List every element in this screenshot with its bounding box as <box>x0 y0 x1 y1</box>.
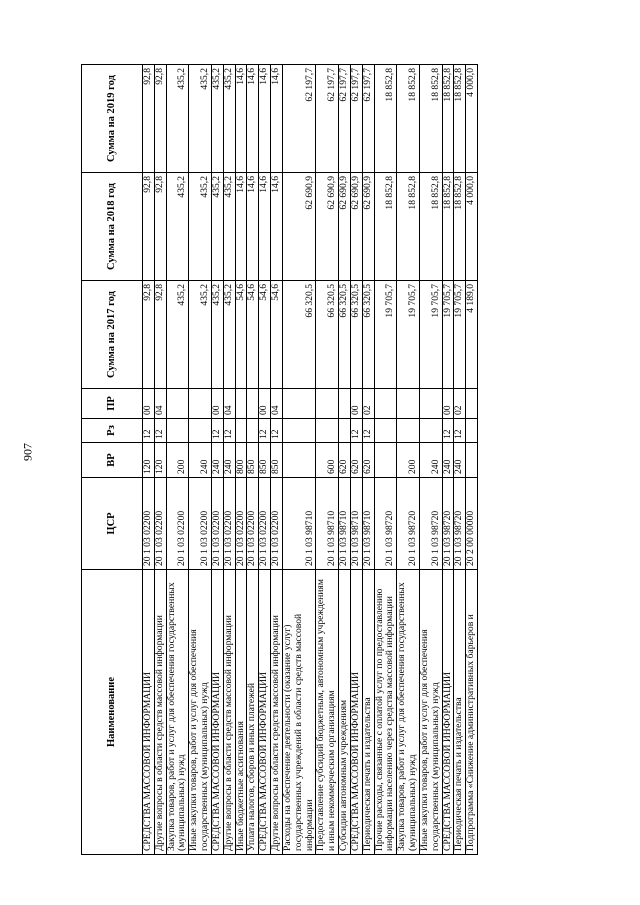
cell-sum-2017: 92,8 <box>154 281 166 389</box>
cell-csr: 20 1 03 98710 <box>339 478 351 570</box>
cell-sum-2019: 14,6 <box>271 65 283 173</box>
cell-rz: 12 <box>143 419 155 443</box>
cell-sum-2017: 66 320,5 <box>316 281 339 389</box>
cell-sum-2017: 435,2 <box>189 281 212 389</box>
cell-csr: 20 1 03 98720 <box>419 478 442 570</box>
table-row <box>223 65 235 855</box>
table-row <box>211 65 223 855</box>
cell-vr <box>282 443 315 478</box>
cell-pr: 00 <box>350 389 362 419</box>
cell-csr: 20 1 03 98710 <box>316 478 339 570</box>
cell-sum-2018: 62 690,9 <box>350 173 362 281</box>
cell-sum-2019: 62 197,7 <box>339 65 351 173</box>
cell-sum-2019: 18 852,8 <box>419 65 442 173</box>
cell-sum-2018: 62 690,9 <box>362 173 374 281</box>
cell-rz: 12 <box>454 419 466 443</box>
cell-name: СРЕДСТВА МАССОВОЙ ИНФОРМАЦИИ <box>442 570 454 855</box>
table-row <box>350 65 362 855</box>
cell-rz <box>166 419 189 443</box>
cell-sum-2017: 435,2 <box>211 281 223 389</box>
table-row <box>316 65 339 855</box>
header-vr: ВР <box>82 443 143 478</box>
cell-pr <box>235 389 247 419</box>
cell-sum-2018: 18 852,8 <box>374 173 397 281</box>
cell-sum-2018: 62 690,9 <box>339 173 351 281</box>
cell-rz: 12 <box>362 419 374 443</box>
cell-sum-2017: 66 320,5 <box>339 281 351 389</box>
cell-csr: 20 1 03 02200 <box>247 478 259 570</box>
cell-name: Предоставление субсидий бюджетным, автономным учреждениям и иным некоммерческим организациям <box>316 570 339 855</box>
cell-name: Другие вопросы в области средств массовой информации <box>223 570 235 855</box>
cell-pr <box>419 389 442 419</box>
cell-sum-2017: 4 189,0 <box>466 281 478 389</box>
cell-sum-2019: 14,6 <box>247 65 259 173</box>
cell-csr: 20 2 00 00000 <box>466 478 478 570</box>
cell-sum-2017: 92,8 <box>143 281 155 389</box>
cell-sum-2019: 18 852,8 <box>454 65 466 173</box>
table-row <box>362 65 374 855</box>
header-sum-2017: Сумма на 2017 год <box>82 281 143 389</box>
header-csr: ЦСР <box>82 478 143 570</box>
table-row <box>466 65 478 855</box>
cell-csr: 20 1 03 02200 <box>223 478 235 570</box>
cell-sum-2019: 14,6 <box>259 65 271 173</box>
cell-sum-2017: 19 705,7 <box>374 281 397 389</box>
table-row <box>259 65 271 855</box>
cell-sum-2019: 435,2 <box>166 65 189 173</box>
cell-sum-2018: 4 000,0 <box>466 173 478 281</box>
table-row <box>235 65 247 855</box>
cell-csr: 20 1 03 98720 <box>442 478 454 570</box>
cell-pr <box>166 389 189 419</box>
cell-sum-2017: 19 705,7 <box>419 281 442 389</box>
cell-vr: 120 <box>143 443 155 478</box>
cell-csr: 20 1 03 02200 <box>259 478 271 570</box>
cell-sum-2019: 435,2 <box>189 65 212 173</box>
cell-sum-2019: 62 197,7 <box>350 65 362 173</box>
cell-sum-2018: 435,2 <box>189 173 212 281</box>
cell-sum-2017: 54,6 <box>235 281 247 389</box>
cell-name: Закупка товаров, работ и услуг для обеспечения государственных (муниципальных) нужд <box>397 570 420 855</box>
table-row <box>189 65 212 855</box>
cell-sum-2018: 14,6 <box>271 173 283 281</box>
header-sum-2019: Сумма на 2019 год <box>82 65 143 173</box>
cell-rz: 12 <box>211 419 223 443</box>
header-rz: Рз <box>82 419 143 443</box>
cell-sum-2018: 92,8 <box>143 173 155 281</box>
cell-sum-2019: 18 852,8 <box>442 65 454 173</box>
cell-name: Иные закупки товаров, работ и услуг для обеспечения государственных (муниципальных) нужд <box>419 570 442 855</box>
cell-sum-2019: 18 852,8 <box>374 65 397 173</box>
cell-sum-2019: 14,6 <box>235 65 247 173</box>
cell-vr: 120 <box>154 443 166 478</box>
cell-rz <box>235 419 247 443</box>
cell-vr <box>374 443 397 478</box>
cell-sum-2019: 4 000,0 <box>466 65 478 173</box>
cell-rz <box>374 419 397 443</box>
cell-name: Расходы на обеспечение деятельности (оказание услуг) государственных учреждений в области средств массовой информации <box>282 570 315 855</box>
cell-vr: 200 <box>166 443 189 478</box>
cell-rz: 12 <box>154 419 166 443</box>
cell-rz <box>466 419 478 443</box>
table-row <box>154 65 166 855</box>
cell-name: СРЕДСТВА МАССОВОЙ ИНФОРМАЦИИ <box>211 570 223 855</box>
table-row <box>442 65 454 855</box>
cell-rz: 12 <box>350 419 362 443</box>
page-number: 907 <box>20 443 35 461</box>
cell-rz: 12 <box>442 419 454 443</box>
table-row <box>339 65 351 855</box>
table-row <box>143 65 155 855</box>
cell-csr: 20 1 03 02200 <box>154 478 166 570</box>
cell-vr: 240 <box>223 443 235 478</box>
cell-vr: 240 <box>189 443 212 478</box>
cell-rz <box>189 419 212 443</box>
cell-pr <box>374 389 397 419</box>
cell-sum-2019: 435,2 <box>211 65 223 173</box>
header-pr: ПР <box>82 389 143 419</box>
cell-vr: 240 <box>211 443 223 478</box>
cell-pr: 04 <box>223 389 235 419</box>
cell-sum-2017: 19 705,7 <box>454 281 466 389</box>
table-row <box>271 65 283 855</box>
cell-sum-2019: 62 197,7 <box>362 65 374 173</box>
cell-csr: 20 1 03 98720 <box>454 478 466 570</box>
cell-pr <box>247 389 259 419</box>
cell-csr: 20 1 03 02200 <box>211 478 223 570</box>
cell-sum-2017: 54,6 <box>259 281 271 389</box>
cell-name: Иные закупки товаров, работ и услуг для обеспечения государственных (муниципальных) нужд <box>189 570 212 855</box>
cell-rz: 12 <box>259 419 271 443</box>
cell-sum-2019: 92,8 <box>143 65 155 173</box>
cell-vr: 620 <box>362 443 374 478</box>
cell-pr: 00 <box>259 389 271 419</box>
cell-csr: 20 1 03 98710 <box>282 478 315 570</box>
cell-sum-2018: 18 852,8 <box>454 173 466 281</box>
header-name: Наименование <box>82 570 143 855</box>
cell-name: Субсидии автономным учреждениям <box>339 570 351 855</box>
cell-sum-2019: 62 197,7 <box>282 65 315 173</box>
header-sum-2018: Сумма на 2018 год <box>82 173 143 281</box>
table-row <box>247 65 259 855</box>
cell-rz: 12 <box>223 419 235 443</box>
cell-csr: 20 1 03 02200 <box>189 478 212 570</box>
cell-csr: 20 1 03 98710 <box>362 478 374 570</box>
cell-pr <box>397 389 420 419</box>
cell-csr: 20 1 03 98720 <box>374 478 397 570</box>
cell-vr: 850 <box>247 443 259 478</box>
cell-name: СРЕДСТВА МАССОВОЙ ИНФОРМАЦИИ <box>259 570 271 855</box>
cell-sum-2019: 62 197,7 <box>316 65 339 173</box>
cell-sum-2018: 435,2 <box>211 173 223 281</box>
cell-pr <box>316 389 339 419</box>
cell-sum-2018: 435,2 <box>223 173 235 281</box>
cell-csr: 20 1 03 02200 <box>166 478 189 570</box>
cell-sum-2019: 435,2 <box>223 65 235 173</box>
cell-sum-2018: 18 852,8 <box>442 173 454 281</box>
cell-sum-2018: 18 852,8 <box>419 173 442 281</box>
table-row <box>374 65 397 855</box>
cell-pr <box>466 389 478 419</box>
cell-sum-2019: 92,8 <box>154 65 166 173</box>
cell-pr: 02 <box>454 389 466 419</box>
cell-vr: 850 <box>271 443 283 478</box>
cell-csr: 20 1 03 98710 <box>350 478 362 570</box>
cell-name: Подпрограмма «Снижение административных барьеров и <box>466 570 478 855</box>
cell-sum-2017: 19 705,7 <box>397 281 420 389</box>
cell-vr: 850 <box>259 443 271 478</box>
cell-vr: 800 <box>235 443 247 478</box>
cell-vr: 240 <box>442 443 454 478</box>
cell-pr: 00 <box>143 389 155 419</box>
cell-pr: 04 <box>271 389 283 419</box>
cell-name: Иные бюджетные ассигнования <box>235 570 247 855</box>
table-row <box>454 65 466 855</box>
cell-sum-2017: 66 320,5 <box>350 281 362 389</box>
cell-pr: 00 <box>442 389 454 419</box>
cell-sum-2017: 66 320,5 <box>362 281 374 389</box>
cell-csr: 20 1 03 02200 <box>143 478 155 570</box>
cell-sum-2017: 66 320,5 <box>282 281 315 389</box>
cell-sum-2018: 14,6 <box>259 173 271 281</box>
table-body <box>143 65 478 855</box>
cell-sum-2017: 435,2 <box>223 281 235 389</box>
cell-vr: 620 <box>339 443 351 478</box>
cell-sum-2017: 19 705,7 <box>442 281 454 389</box>
cell-sum-2018: 92,8 <box>154 173 166 281</box>
table-row <box>419 65 442 855</box>
cell-pr <box>282 389 315 419</box>
cell-rz <box>316 419 339 443</box>
cell-name: Периодическая печать и издательства <box>362 570 374 855</box>
cell-sum-2019: 18 852,8 <box>397 65 420 173</box>
cell-name: Прочие расходы, связанные с оплатой услуг по предоставлению информации населению через средства массовой информации <box>374 570 397 855</box>
cell-pr <box>189 389 212 419</box>
cell-name: Уплата налогов, сборов и иных платежей <box>247 570 259 855</box>
cell-sum-2018: 14,6 <box>247 173 259 281</box>
table-row <box>166 65 189 855</box>
cell-name: СРЕДСТВА МАССОВОЙ ИНФОРМАЦИИ <box>143 570 155 855</box>
cell-csr: 20 1 03 98720 <box>397 478 420 570</box>
cell-pr: 02 <box>362 389 374 419</box>
cell-vr: 620 <box>350 443 362 478</box>
cell-name: Другие вопросы в области средств массовой информации <box>271 570 283 855</box>
cell-pr: 04 <box>154 389 166 419</box>
cell-pr <box>339 389 351 419</box>
cell-csr: 20 1 03 02200 <box>271 478 283 570</box>
table-row <box>282 65 315 855</box>
cell-vr: 200 <box>397 443 420 478</box>
cell-name: Периодическая печать и издательства <box>454 570 466 855</box>
cell-rz <box>247 419 259 443</box>
cell-sum-2018: 62 690,9 <box>316 173 339 281</box>
cell-name: Закупка товаров, работ и услуг для обеспечения государственных (муниципальных) нужд <box>166 570 189 855</box>
cell-sum-2018: 62 690,9 <box>282 173 315 281</box>
cell-sum-2018: 435,2 <box>166 173 189 281</box>
cell-sum-2017: 54,6 <box>247 281 259 389</box>
budget-table <box>81 64 478 855</box>
cell-vr: 600 <box>316 443 339 478</box>
cell-rz <box>419 419 442 443</box>
cell-name: СРЕДСТВА МАССОВОЙ ИНФОРМАЦИИ <box>350 570 362 855</box>
budget-table-container <box>81 65 559 855</box>
cell-vr <box>466 443 478 478</box>
cell-sum-2018: 14,6 <box>235 173 247 281</box>
cell-sum-2017: 54,6 <box>271 281 283 389</box>
cell-rz <box>282 419 315 443</box>
cell-name: Другие вопросы в области средств массовой информации <box>154 570 166 855</box>
cell-vr: 240 <box>419 443 442 478</box>
table-row <box>397 65 420 855</box>
cell-vr: 240 <box>454 443 466 478</box>
cell-rz: 12 <box>271 419 283 443</box>
cell-csr: 20 1 03 02200 <box>235 478 247 570</box>
cell-rz <box>339 419 351 443</box>
cell-pr: 00 <box>211 389 223 419</box>
cell-sum-2018: 18 852,8 <box>397 173 420 281</box>
cell-sum-2017: 435,2 <box>166 281 189 389</box>
table-header-row <box>82 65 143 855</box>
cell-rz <box>397 419 420 443</box>
